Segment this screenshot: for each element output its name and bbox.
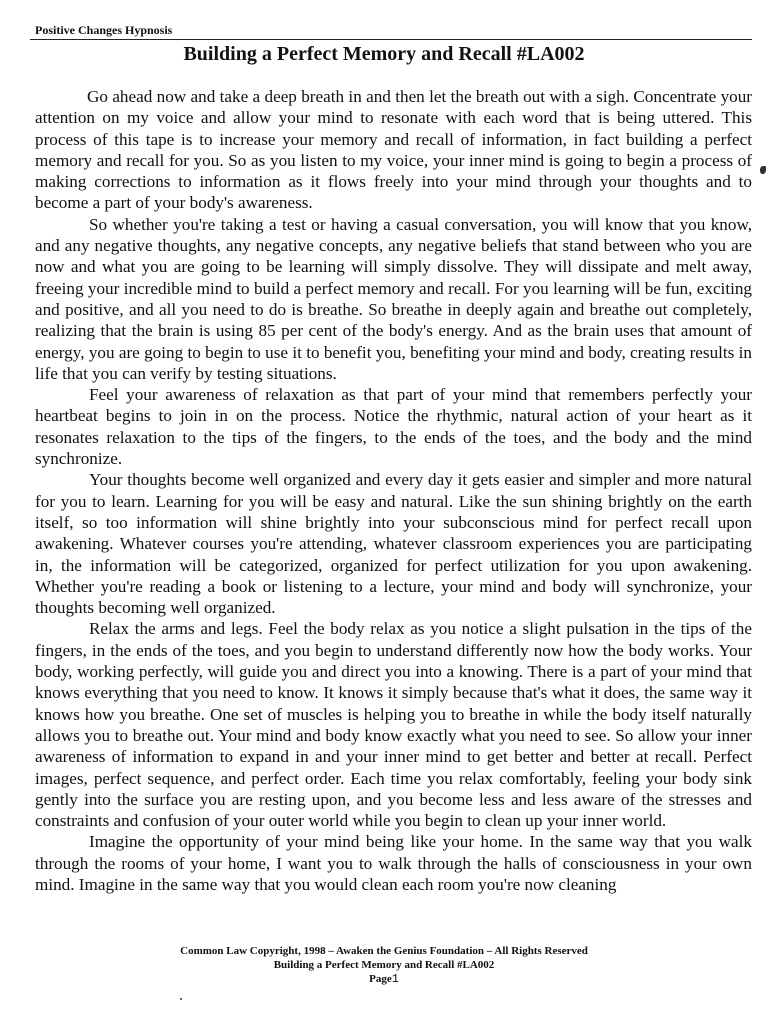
page-footer <box>0 944 768 986</box>
paragraph-6: Imagine the opportunity of your mind being like your home. In the same way that you walk through the rooms of your home, I want you to walk through the halls of consciousness in your own mind. Imagine in the same way that you would clean each room you're now cleaning <box>35 832 752 894</box>
paragraph-5: Relax the arms and legs. Feel the body relax as you notice a slight pulsation in the tips of the fingers, in the ends of the toes, and you begin to understand differently now how the body works. Your body, working perfectly, will guide you and direct you into a knowing. There is a part of your mind that knows everything that you need to know. It knows it simply because that's what it does, the same way it knows how you breathe. One set of muscles is helping you to breathe in while the body itself naturally allows you to breathe out. Your mind and body know exactly what you need to see. So allow your inner awareness of information to expand in and your inner mind to get better and better at recall. Perfect images, perfect sequence, and perfect order. Each time you relax comfortably, feeling your body sink gently into the surface you are resting upon, and you become less and less aware of the stresses and constraints and confusion of your outer world while you begin to clean up your inner world. <box>35 619 752 831</box>
paragraph-3: Feel your awareness of relaxation as that part of your mind that remembers perfectly your heartbeat begins to join in on the process. Notice the rhythmic, natural action of your heart as it resonates relaxation to the tips of the fingers, to the ends of the toes, and the body and the mind synchronize. <box>35 385 752 469</box>
footer-page-label: Page <box>369 973 392 985</box>
document-title: Building a Perfect Memory and Recall #LA002 <box>183 43 585 65</box>
document-body <box>35 86 752 895</box>
footer-doc-title: Building a Perfect Memory and Recall #LA002 <box>273 959 495 971</box>
scan-dot <box>180 998 182 1000</box>
paragraph-1: Go ahead now and take a deep breath in and then let the breath out with a sigh. Concentrate your attention on my voice and allow your mind to resonate with each word that is being uttered. This process of this tape is to increase your memory and recall of information, in fact building a perfect memory and recall for you. So as you listen to my voice, your inner mind is going to begin a process of making corrections to information as it flows freely into your mind through your thoughts and to become a part of your body's awareness. <box>35 87 752 213</box>
footer-copyright: Common Law Copyright, 1998 – Awaken the Genius Foundation – All Rights Reserved <box>180 945 588 957</box>
header-label: Positive Changes Hypnosis <box>35 23 173 37</box>
scan-mark <box>760 166 766 174</box>
paragraph-2: So whether you're taking a test or having a casual conversation, you will know that you know, and any negative thoughts, any negative concepts, any negative beliefs that stand between who you are now and what you are going to be learning will simply dissolve. They will dissipate and melt away, freeing your incredible mind to build a perfect memory and recall. For you learning will be fun, exciting and positive, and all you need to do is breathe. So breathe in deeply again and breathe out completely, realizing that the brain is using 85 per cent of the body's energy. And as the brain uses that amount of energy, you are going to begin to use it to benefit you, benefiting your mind and body, creating results in life that you can verify by testing situations. <box>35 214 752 383</box>
footer-page-number: 1 <box>391 972 399 986</box>
footer-page-line <box>0 972 768 986</box>
paragraph-4: Your thoughts become well organized and every day it gets easier and simpler and more natural for you to learn. Learning for you will be easy and natural. Like the sun shining brightly on the earth itself, so too information will shine brightly into your subconscious mind for perfect recall upon awakening. Whatever courses you're attending, whatever classroom experiences you are participating in, the information will be categorized, organized for perfect utilization for you upon awakening. Whether you're reading a book or listening to a lecture, your mind and body will synchronize, your thoughts becoming well organized. <box>35 470 752 618</box>
